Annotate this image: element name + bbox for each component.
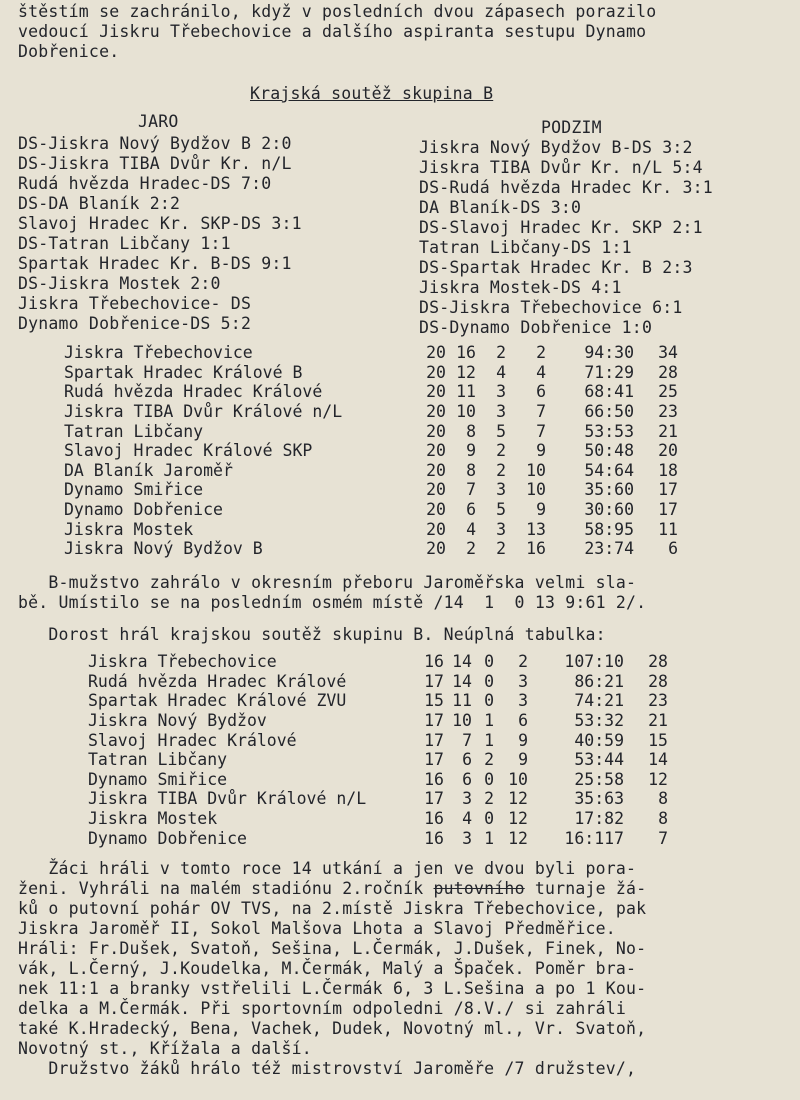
table-row — [88, 730, 668, 750]
table-cell: 2 — [496, 441, 506, 461]
table-cell: Spartak Hradec Králové ZVU — [88, 691, 347, 711]
table-cell: 0 — [484, 652, 494, 672]
table-cell: Tatran Libčany — [88, 750, 228, 770]
table-cell: 74:21 — [574, 691, 624, 711]
table-cell: 20 — [426, 362, 446, 382]
podzim-result: Tatran Libčany-DS 1:1 — [419, 238, 632, 257]
podzim-result: DS-Jiskra Třebechovice 6:1 — [419, 298, 683, 317]
table-cell: 53:44 — [574, 750, 624, 770]
table-cell: 7 — [466, 480, 476, 500]
table-row — [64, 421, 678, 441]
table-cell: 17 — [424, 789, 444, 809]
jaro-result: Rudá hvězda Hradec-DS 7:0 — [18, 174, 272, 193]
table-cell: 10 — [526, 480, 546, 500]
table-cell: 1 — [484, 730, 494, 750]
podzim-result: DS-Slavoj Hradec Kr. SKP 2:1 — [419, 218, 703, 237]
table-cell: 20 — [426, 421, 446, 441]
podzim-result: DS-Rudá hvězda Hradec Kr. 3:1 — [419, 178, 713, 197]
table-cell: 54:64 — [584, 460, 634, 480]
table-cell: 17 — [424, 711, 444, 731]
table-cell: 17:82 — [574, 809, 624, 829]
jaro-result: DS-Jiskra Mostek 2:0 — [18, 274, 221, 293]
table-cell: 34 — [658, 343, 678, 363]
struck-word: putovního — [433, 879, 525, 898]
table-cell: 25 — [658, 382, 678, 402]
table-cell: Slavoj Hradec Králové SKP — [64, 441, 313, 461]
table-cell: 1 — [484, 711, 494, 731]
table-cell: 6 — [462, 750, 472, 770]
table-cell: Jiskra Mostek — [88, 809, 218, 829]
table-cell: 2 — [466, 539, 476, 559]
table-cell: 23 — [658, 402, 678, 422]
zaci-line: Hráli: Fr.Dušek, Svatoň, Sešina, L.Čermák, J.Dušek, Finek, No- — [18, 939, 647, 958]
table-cell: 4 — [462, 809, 472, 829]
table-cell: 12 — [648, 769, 668, 789]
table-row — [64, 402, 678, 422]
table-cell: 7 — [658, 828, 668, 848]
table-cell: 3 — [462, 828, 472, 848]
table-row — [88, 691, 668, 711]
zaci-line-2-start: ženi. Vyhráli na malém stadiónu 2.ročník — [18, 879, 434, 898]
table-row — [64, 519, 678, 539]
table-cell: 8 — [466, 421, 476, 441]
table-cell: 16 — [456, 343, 476, 363]
table-cell: 17 — [424, 671, 444, 691]
table-cell: Jiskra Třebechovice — [64, 343, 253, 363]
table-cell: 28 — [648, 652, 668, 672]
table-cell: 9 — [518, 730, 528, 750]
table-row — [64, 539, 678, 559]
table-cell: 20 — [426, 480, 446, 500]
section-title: Krajská soutěž skupina B — [250, 84, 494, 103]
zaci-line: Jiskra Jaroměř II, Sokol Malšova Lhota a Slavoj Předměřice. — [18, 919, 616, 938]
table-row — [64, 343, 678, 363]
table-cell: 11 — [452, 691, 472, 711]
table-row — [64, 500, 678, 520]
table-cell: 10 — [526, 460, 546, 480]
table-cell: 6 — [536, 382, 546, 402]
table-cell: 12 — [456, 362, 476, 382]
table-cell: 6 — [668, 539, 678, 559]
table-cell: 14 — [452, 652, 472, 672]
table-cell: 2 — [496, 539, 506, 559]
table-cell: 71:29 — [584, 362, 634, 382]
table-cell: 3 — [518, 671, 528, 691]
table-cell: 7 — [536, 402, 546, 422]
table-cell: 0 — [484, 671, 494, 691]
zaci-line: vák, L.Černý, J.Koudelka, M.Čermák, Malý a Špaček. Poměr bra- — [18, 959, 637, 978]
intro-line-1: štěstím se zachránilo, když v posledních dvou zápasech porazilo — [18, 2, 657, 21]
table-cell: 21 — [648, 711, 668, 731]
table-cell: 17 — [658, 480, 678, 500]
jaro-result: Spartak Hradec Kr. B-DS 9:1 — [18, 254, 292, 273]
dorost-table — [88, 652, 668, 848]
table-row — [88, 711, 668, 731]
table-cell: Jiskra Nový Bydžov B — [64, 539, 263, 559]
table-cell: 7 — [462, 730, 472, 750]
table-row — [64, 382, 678, 402]
table-cell: 28 — [648, 671, 668, 691]
table-cell: DA Blaník Jaroměř — [64, 460, 233, 480]
table-cell: 20 — [426, 402, 446, 422]
table-cell: 9 — [536, 500, 546, 520]
table-cell: 3 — [496, 382, 506, 402]
jaro-result: Dynamo Dobřenice-DS 5:2 — [18, 314, 252, 333]
table-cell: Rudá hvězda Hradec Králové — [88, 671, 347, 691]
table-cell: 58:95 — [584, 519, 634, 539]
table-cell: 20 — [426, 519, 446, 539]
table-cell: Jiskra TIBA Dvůr Králové n/L — [64, 402, 343, 422]
podzim-result: Jiskra Mostek-DS 4:1 — [419, 278, 622, 297]
table-cell: 6 — [518, 711, 528, 731]
table-cell: 53:32 — [574, 711, 624, 731]
podzim-result: Jiskra TIBA Dvůr Kr. n/L 5:4 — [419, 158, 703, 177]
table-cell: Jiskra Třebechovice — [88, 652, 277, 672]
table-cell: 0 — [484, 809, 494, 829]
table-cell: 3 — [462, 789, 472, 809]
table-cell: 16 — [424, 652, 444, 672]
jaro-result: DS-Jiskra TIBA Dvůr Kr. n/L — [18, 154, 292, 173]
zaci-line: Novotný st., Křížala a další. — [18, 1039, 312, 1058]
table-cell: Dynamo Smiřice — [64, 480, 204, 500]
league-table — [64, 343, 678, 559]
table-cell: 6 — [462, 769, 472, 789]
jaro-label: JARO — [138, 112, 179, 131]
table-cell: 9 — [536, 441, 546, 461]
table-cell: 3 — [518, 691, 528, 711]
table-cell: 107:10 — [564, 652, 624, 672]
zaci-line: nek 11:1 a branky vstřelili L.Čermák 6, 3 L.Sešina a po 1 Kou- — [18, 979, 647, 998]
table-cell: 16:117 — [564, 828, 624, 848]
table-row — [64, 441, 678, 461]
table-cell: 20 — [426, 460, 446, 480]
table-cell: 25:58 — [574, 769, 624, 789]
podzim-result: DA Blaník-DS 3:0 — [419, 198, 582, 217]
table-row — [88, 809, 668, 829]
table-cell: 2 — [484, 750, 494, 770]
table-cell: 14 — [452, 671, 472, 691]
table-cell: Spartak Hradec Králové B — [64, 362, 303, 382]
zaci-line: Družstvo žáků hrálo též mistrovství Jaroměře /7 družstev/, — [18, 1059, 637, 1078]
table-row — [88, 672, 668, 692]
table-row — [64, 480, 678, 500]
table-cell: 30:60 — [584, 500, 634, 520]
table-cell: Jiskra Nový Bydžov — [88, 711, 267, 731]
table-cell: 2 — [536, 343, 546, 363]
table-cell: 8 — [466, 460, 476, 480]
table-cell: Jiskra TIBA Dvůr Králové n/L — [88, 789, 367, 809]
b-team-line-2: bě. Umístilo se na posledním osmém místě /14 1 0 13 9:61 2/. — [18, 593, 647, 612]
zaci-line: také K.Hradecký, Bena, Vachek, Dudek, Novotný ml., Vr. Svatoň, — [18, 1019, 647, 1038]
table-cell: 16 — [424, 769, 444, 789]
table-cell: Slavoj Hradec Králové — [88, 730, 297, 750]
table-cell: 12 — [508, 828, 528, 848]
table-cell: 13 — [526, 519, 546, 539]
table-cell: 9 — [518, 750, 528, 770]
table-cell: 4 — [536, 362, 546, 382]
table-cell: 2 — [484, 789, 494, 809]
table-cell: Rudá hvězda Hradec Králové — [64, 382, 323, 402]
table-cell: 0 — [484, 691, 494, 711]
table-cell: 20 — [426, 539, 446, 559]
table-cell: 5 — [496, 500, 506, 520]
dorost-intro: Dorost hrál krajskou soutěž skupinu B. Neúplná tabulka: — [18, 625, 606, 644]
table-cell: 8 — [658, 789, 668, 809]
jaro-result: DS-Tatran Libčany 1:1 — [18, 234, 231, 253]
table-cell: 17 — [658, 500, 678, 520]
podzim-label: PODZIM — [541, 118, 602, 137]
table-cell: 50:48 — [584, 441, 634, 461]
table-row — [64, 363, 678, 383]
table-cell: 28 — [658, 362, 678, 382]
table-row — [88, 770, 668, 790]
table-cell: 23:74 — [584, 539, 634, 559]
table-cell: 35:63 — [574, 789, 624, 809]
table-cell: 16 — [526, 539, 546, 559]
table-cell: 20 — [658, 441, 678, 461]
table-cell: 10 — [508, 769, 528, 789]
table-row — [64, 461, 678, 481]
table-cell: 21 — [658, 421, 678, 441]
table-cell: 2 — [496, 460, 506, 480]
table-cell: 12 — [508, 809, 528, 829]
table-cell: 10 — [456, 402, 476, 422]
jaro-result: DS-Jiskra Nový Bydžov B 2:0 — [18, 134, 292, 153]
table-cell: 20 — [426, 382, 446, 402]
table-cell: Dynamo Dobřenice — [64, 500, 223, 520]
jaro-result: Slavoj Hradec Kr. SKP-DS 3:1 — [18, 214, 302, 233]
jaro-result: Jiskra Třebechovice- DS — [18, 294, 252, 313]
table-cell: 14 — [648, 750, 668, 770]
table-cell: 11 — [456, 382, 476, 402]
table-cell: 6 — [466, 500, 476, 520]
table-cell: 16 — [424, 828, 444, 848]
table-cell: 16 — [424, 809, 444, 829]
table-cell: Dynamo Dobřenice — [88, 828, 247, 848]
table-cell: 8 — [658, 809, 668, 829]
table-cell: 5 — [496, 421, 506, 441]
table-cell: 1 — [484, 828, 494, 848]
table-cell: 35:60 — [584, 480, 634, 500]
table-cell: 4 — [496, 362, 506, 382]
intro-line-3: Dobřenice. — [18, 42, 120, 61]
intro-line-2: vedoucí Jiskru Třebechovice a dalšího aspiranta sestupu Dynamo — [18, 22, 647, 41]
table-cell: 7 — [536, 421, 546, 441]
table-cell: 3 — [496, 519, 506, 539]
table-cell: 40:59 — [574, 730, 624, 750]
podzim-result: DS-Spartak Hradec Kr. B 2:3 — [419, 258, 693, 277]
table-cell: 17 — [424, 730, 444, 750]
zaci-line-1: Žáci hráli v tomto roce 14 utkání a jen ve dvou byli pora- — [18, 859, 637, 878]
table-cell: 11 — [658, 519, 678, 539]
table-cell: 3 — [496, 480, 506, 500]
table-cell: 66:50 — [584, 402, 634, 422]
table-cell: Dynamo Smiřice — [88, 769, 228, 789]
table-cell: 94:30 — [584, 343, 634, 363]
table-cell: 18 — [658, 460, 678, 480]
table-cell: 12 — [508, 789, 528, 809]
table-cell: 3 — [496, 402, 506, 422]
table-cell: 20 — [426, 441, 446, 461]
b-team-line-1: B-mužstvo zahrálo v okresním přeboru Jaroměřska velmi sla- — [18, 573, 637, 592]
table-cell: 0 — [484, 769, 494, 789]
jaro-result: DS-DA Blaník 2:2 — [18, 194, 181, 213]
zaci-line: ků o putovní pohár OV TVS, na 2.místě Jiskra Třebechovice, pak — [18, 899, 647, 918]
zaci-line-2 — [18, 879, 646, 899]
table-cell: 68:41 — [584, 382, 634, 402]
table-cell: 17 — [424, 750, 444, 770]
table-cell: 15 — [648, 730, 668, 750]
table-cell: Tatran Libčany — [64, 421, 204, 441]
table-row — [88, 750, 668, 770]
table-cell: 9 — [466, 441, 476, 461]
zaci-line: delka a M.Čermák. Při sportovním odpoledni /8.V./ si zahráli — [18, 999, 627, 1018]
table-row — [88, 652, 668, 672]
table-cell: 15 — [424, 691, 444, 711]
zaci-line-2-end: turnaje žá- — [524, 879, 647, 898]
table-cell: 2 — [496, 343, 506, 363]
table-cell: 23 — [648, 691, 668, 711]
table-cell: 2 — [518, 652, 528, 672]
podzim-result: Jiskra Nový Bydžov B-DS 3:2 — [419, 138, 693, 157]
table-row — [88, 828, 668, 848]
table-cell: Jiskra Mostek — [64, 519, 194, 539]
table-cell: 53:53 — [584, 421, 634, 441]
table-cell: 20 — [426, 343, 446, 363]
table-cell: 4 — [466, 519, 476, 539]
podzim-result: DS-Dynamo Dobřenice 1:0 — [419, 318, 653, 337]
table-cell: 20 — [426, 500, 446, 520]
table-cell: 86:21 — [574, 671, 624, 691]
table-cell: 10 — [452, 711, 472, 731]
table-row — [88, 789, 668, 809]
